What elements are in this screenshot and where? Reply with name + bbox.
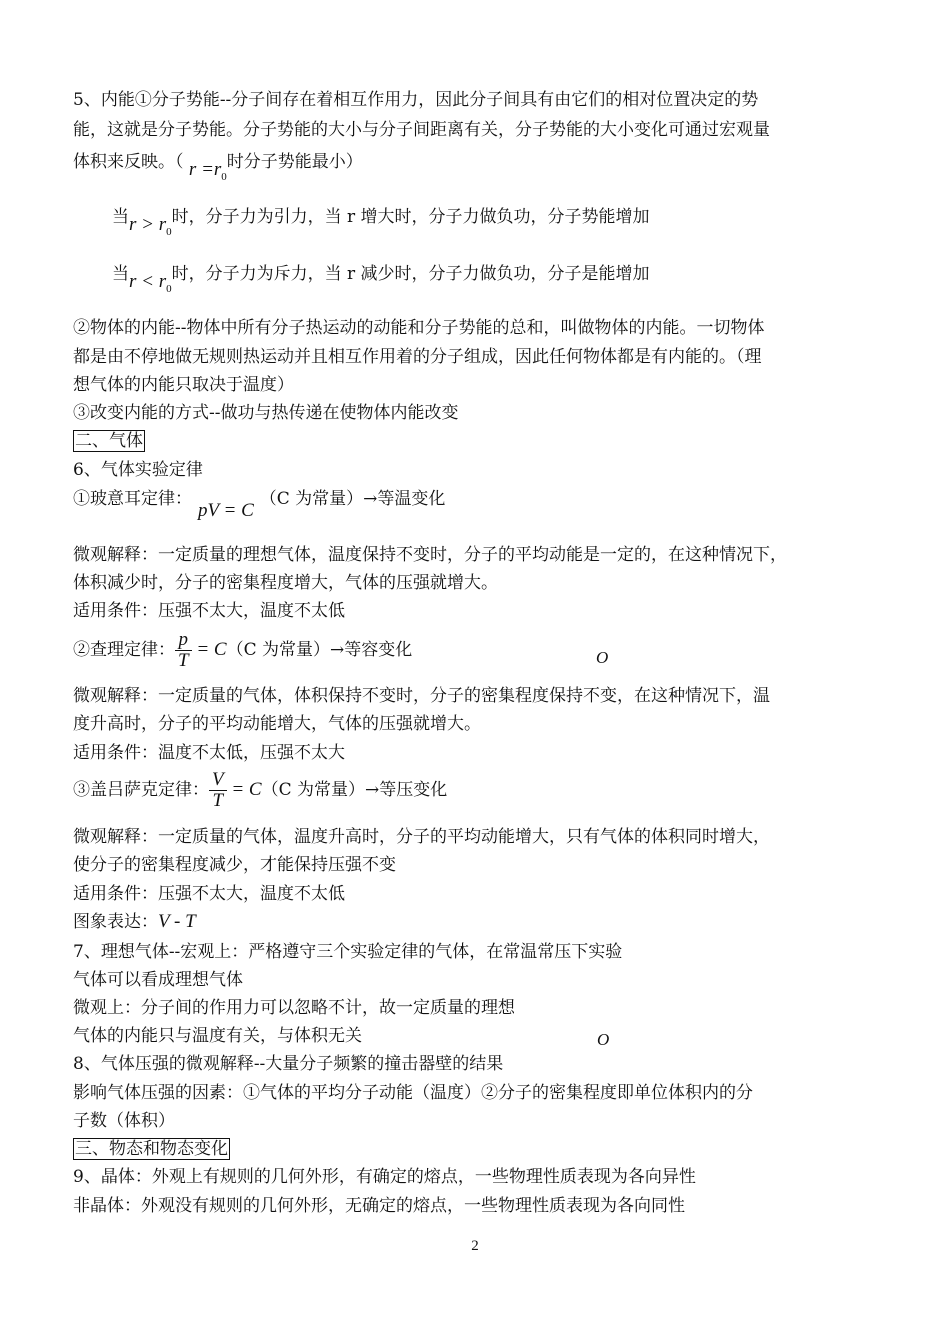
paragraph-line: ③改变内能的方式--做功与热传递在使物体内能改变 (73, 403, 459, 423)
page-number: 2 (471, 1238, 479, 1254)
text: 时分子势能最小） (226, 152, 363, 172)
paragraph-line: 使分子的密集程度减少，才能保持压强不变 (73, 855, 396, 875)
paragraph-line: 度升高时，分子的平均动能增大，气体的压强就增大。 (73, 714, 481, 734)
paragraph-line: 9、晶体：外观上有规则的几何外形，有确定的熔点，一些物理性质表现为各向异性 (73, 1167, 696, 1187)
paragraph-line: 微观上：分子间的作用力可以忽略不计，故一定质量的理想 (73, 998, 515, 1018)
formula: $r < r_0$ (129, 271, 172, 295)
paragraph-line: 非晶体：外观没有规则的几何外形，无确定的熔点，一些物理性质表现为各向同性 (73, 1196, 685, 1216)
paragraph-line: 适用条件：压强不太大，温度不太低 (73, 601, 345, 621)
fraction: $\frac{V}{T}$ (209, 770, 227, 811)
section-heading: 三、物态和物态变化 (75, 1139, 228, 1159)
paragraph-line: ②物体的内能--物体中所有分子热运动的动能和分子势能的总和，叫做物体的内能。一切物体 (73, 318, 765, 338)
graph-origin-label: O (596, 648, 609, 667)
paragraph-line: 想气体的内能只取决于温度） (73, 375, 294, 395)
paragraph-line: 5、内能①分子势能--分子间存在着相互作用力，因此分子间具有由它们的相对位置决定的势 (73, 90, 759, 110)
paragraph-line: 子数（体积） (73, 1111, 175, 1131)
paragraph-line: 能，这就是分子势能。分子势能的大小与分子间距离有关，分子势能的大小变化可通过宏观量 (73, 120, 770, 140)
paragraph-line: 都是由不停地做无规则热运动并且相互作用着的分子组成，因此任何物体都是有内能的。（理 (73, 347, 762, 367)
formula: pV = C (198, 500, 254, 521)
paragraph-line: 微观解释：一定质量的气体，体积保持不变时，分子的密集程度保持不变，在这种情况下，温 (73, 686, 770, 706)
law-line: ③盖吕萨克定律： $\frac{V}{T}$ = C（C 为常量）→等压变化 (73, 769, 448, 811)
formula: V - T (158, 911, 196, 932)
law-line: ②查理定律： $\frac{p}{T}$ = C（C 为常量）→等容变化 (73, 629, 413, 671)
text: 体积来反映。（ (73, 152, 189, 172)
paragraph-line (73, 150, 363, 181)
paragraph-line: 影响气体压强的因素：①气体的平均分子动能（温度）②分子的密集程度即单位体积内的分 (73, 1083, 753, 1103)
section-title: 6、气体实验定律 (73, 460, 203, 480)
graph-origin-label: O (597, 1030, 610, 1049)
formula: $r > r_0$ (129, 214, 172, 238)
section-heading: 二、气体 (75, 431, 143, 451)
paragraph-line: 适用条件：压强不太大，温度不太低 (73, 884, 345, 904)
paragraph-line: 当$r < r_0$时，分子力为斥力，当 r 减少时，分子力做负功，分子是能增加 (112, 264, 650, 295)
fraction: $\frac{p}{T}$ (175, 630, 192, 671)
paragraph-line: 微观解释：一定质量的气体，温度升高时，分子的平均动能增大，只有气体的体积同时增大， (73, 827, 770, 847)
paragraph-line: 气体可以看成理想气体 (73, 970, 243, 990)
paragraph-line: 当$r > r_0$时，分子力为引力，当 r 增大时，分子力做负功，分子势能增加 (112, 207, 650, 238)
paragraph-line: 7、理想气体--宏观上：严格遵守三个实验定律的气体，在常温常压下实验 (73, 942, 623, 962)
paragraph-line: 微观解释：一定质量的理想气体，温度保持不变时，分子的平均动能是一定的，在这种情况下， (73, 545, 787, 565)
paragraph-line: 8、气体压强的微观解释--大量分子频繁的撞击器壁的结果 (73, 1054, 504, 1074)
paragraph-line: 气体的内能只与温度有关，与体积无关 (73, 1026, 362, 1046)
formula: $r =r_0$ (188, 159, 227, 183)
paragraph-line: 体积减少时，分子的密集程度增大，气体的压强就增大。 (73, 573, 498, 593)
paragraph-line: 适用条件：温度不太低，压强不太大 (73, 743, 345, 763)
paragraph-line: 图象表达：V - T (73, 911, 196, 932)
law-line: ①玻意耳定律：pV = C（C 为常量）→等温变化 (73, 489, 446, 521)
